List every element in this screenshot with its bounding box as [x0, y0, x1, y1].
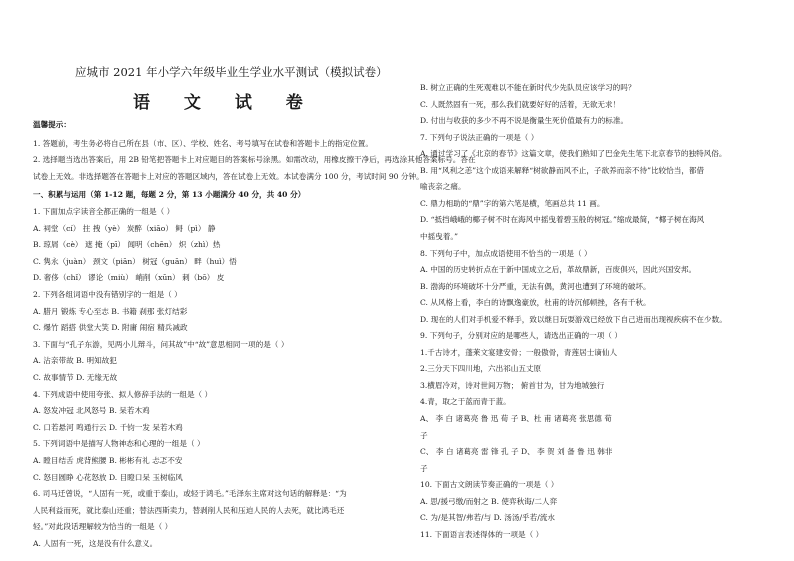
left-col-line: 1. 下面加点字读音全都正确的一组是（ ） — [33, 207, 175, 216]
right-col-line: A. 通过学习了《北京的春节》这篇文章，使我们熟知了巴金先生笔下北京春节的独特风俗。 — [420, 149, 727, 159]
left-col-line: A. 祠堂（cí） 拄 拽（yè） 炭醉（xiāo） 鲟（pì） 静 — [33, 223, 216, 233]
right-col-line: B. 树立正确的生死观难以不能在新时代少先队员应该学习的吗？ — [420, 83, 636, 92]
right-col-line: 1.千古诗才，蓬莱文宴建安骨；一般傲骨，青莲居士谪仙人 — [420, 347, 618, 357]
right-col-line: 11. 下面语言表述得体的一项是（ ） — [420, 529, 544, 539]
left-col-line: 4. 下列成语中使用夸张、拟人修辞手法的一组是（ ） — [33, 389, 213, 399]
left-col-line: 2. 选择题当选出答案后，用 2B 铅笔把答题卡上对应题目的答案标号涂黑。如需改动，用橡皮擦干净后，再选涂其他答案标号。答在 — [33, 155, 476, 165]
left-col-line: A. 人固有一死，这是没有什么意义。 — [33, 539, 158, 548]
left-col-line: A. 沾亲带故 B. 明知故犯 — [33, 356, 117, 366]
right-col-line: C. 鼎力相助的“鼎”字的第六笔是横，笔画总共 11 画。 — [420, 198, 605, 208]
right-col-line: D. “抵挡峨峨的椰子树不时在海风中摇曳着碧玉般的树冠。”缩成最简，“椰子树在海风 — [420, 215, 705, 225]
right-col-line: D. 付出与收获的多少不再不说是衡量生死价值最有力的标准。 — [420, 116, 629, 126]
left-col-line: A. 怒发冲冠 北风怒号 B. 呆若木鸡 — [33, 406, 150, 416]
right-col-line: C、 李 白 诸葛亮 雷 锋 孔 子 D、 李 贺 刘 备 鲁 迅 韩非 — [420, 447, 613, 457]
left-col-line: 2. 下列各组词语中没有错别字的一组是（ ） — [33, 290, 182, 299]
left-col-line: 3. 下面与“孔子东游，见两小儿辩斗，问其故”中“故”意思相同一项的是（ ） — [33, 339, 289, 349]
right-col-line: 子 — [420, 430, 428, 440]
left-col-line: A. 瞠目结舌 虎背熊腰 B. 彬彬有礼 忐忑不安 — [33, 456, 183, 465]
right-col-line: 4.青，取之于蓝而青于蓝。 — [420, 397, 511, 407]
right-col-line: C. 从风格上看，李白的诗飘逸豪放，杜甫的诗沉郁顿挫，各有千秋。 — [420, 298, 651, 308]
left-col-line: A. 腊月 锻炼 专心至志 B. 书籍 刹那 张灯结彩 — [33, 306, 188, 316]
left-col-line: D. 奢侈（chǐ） 谬论（miù） 峭削（xūn） 刺（bō） 皮 — [33, 273, 225, 283]
right-col-line: C. 为/是其智/弗若/与 D. 汤汤/乎若/流水 — [420, 513, 555, 523]
left-col-line: C. 怒目圆睁 心花怒放 D. 目瞪口呆 玉树临风 — [33, 472, 183, 482]
right-col-line: A. 思/援弓缴/而射之 B. 使弈秋诲/二人弈 — [420, 496, 558, 506]
right-col-line: 8. 下列句子中，加点成语使用不恰当的一项是（ ） — [420, 248, 592, 258]
right-col-line: 3.横眉冷对，诗对世间万物； 俯首甘为，甘为地城独行 — [420, 380, 605, 390]
left-col-line: C. 口若悬河 鸣通行云 D. 千钧一发 呆若木鸡 — [33, 422, 183, 432]
right-col-line: 中摇曳着。” — [420, 231, 459, 241]
right-col-line: 2.三分天下四川地，六出祁山五丈原 — [420, 364, 542, 374]
exam-title: 应城市 2021 年小学六年级毕业生学业水平测试（模拟试卷） — [75, 65, 388, 79]
right-col-line: 子 — [420, 463, 428, 473]
left-col-line: C. 爆竹 蹈搭 供堂大笑 D. 附庸 闹宿 精兵减政 — [33, 323, 188, 333]
right-col-line: B. 用“风利之恙”这个成语来解释“树欲静而风不止，子欲养而亲不待”比较恰当，都借 — [420, 165, 705, 175]
right-col-line: C. 人既然固有一死，那么我们就要好好的活着，无欲无求！ — [420, 99, 621, 109]
exam-subtitle: 语 文 试 卷 — [133, 93, 317, 113]
right-col-line: 9. 下列句子，分别对应的是哪些人，请选出正确的一项（ ） — [420, 331, 622, 341]
left-col-line: 温馨提示： — [33, 120, 71, 129]
right-col-line: D. 现在的人们对手机爱不释手，致以继日玩耍游戏已经放下自己进而出现视疾病不在少数。 — [420, 314, 727, 324]
right-col-line: 7. 下列句子说法正确的一项是（ ） — [420, 132, 539, 142]
right-col-line: B. 渤海的环境破坏十分严重，无法有偶，黄河也遭到了环境的破坏。 — [420, 281, 651, 291]
right-col-line: A、 李 白 诸葛亮 鲁 迅 荀 子 B、杜 甫 诸葛亮 张思德 荀 — [420, 414, 612, 423]
left-col-line: 人民利益而死，就比泰山还重；替法西斯卖力，替剥削人民和压迫人民的人去死，就比鸿毛还 — [33, 505, 345, 515]
right-col-line: A. 中国的历史转折点在于新中国成立之后，革故鼎新，百废俱兴，因此兴国安邦。 — [420, 265, 697, 275]
left-col-line: C. 故事情节 D. 无缘无故 — [33, 373, 118, 382]
left-col-line: 试卷上无效。非选择题答在答题卡上对应的答题区域内，答在试卷上无效。本试卷满分 100 分，考试时间 90 分钟。 — [33, 171, 424, 181]
left-col-line: 1. 答题前，考生务必将自己所在县（市、区）、学校、姓名、考号填写在试卷和答题卡上的指定位置。 — [33, 138, 373, 148]
left-col-line: B. 琼屑（cè） 遮 掩（pī） 闻明（chēn） 炽（zhì）热 — [33, 240, 221, 250]
right-col-line: 10. 下面古文朗读节奏正确的一项是（ ） — [420, 480, 559, 490]
left-col-line: C. 隽永（juàn） 颈文（piān） 树冠（guān） 畔（huì）悟 — [33, 256, 237, 266]
left-col-line: 5. 下列词语中是描写人物神态和心理的一组是（ ） — [33, 439, 205, 449]
right-col-line: 喻丧亲之痛。 — [420, 182, 466, 192]
left-col-line: 6. 司马迁曾说，“人固有一死，或重于泰山，或轻于鸿毛。”毛泽东主席对这句话的解释是：“为 — [33, 489, 347, 499]
left-col-line: 一、积累与运用（第 1-12 题，每题 2 分，第 13 小题满分 40 分，共 40 分） — [33, 190, 306, 200]
left-col-line: 轻。”对此段话理解较为恰当的一组是（ ） — [33, 522, 173, 532]
